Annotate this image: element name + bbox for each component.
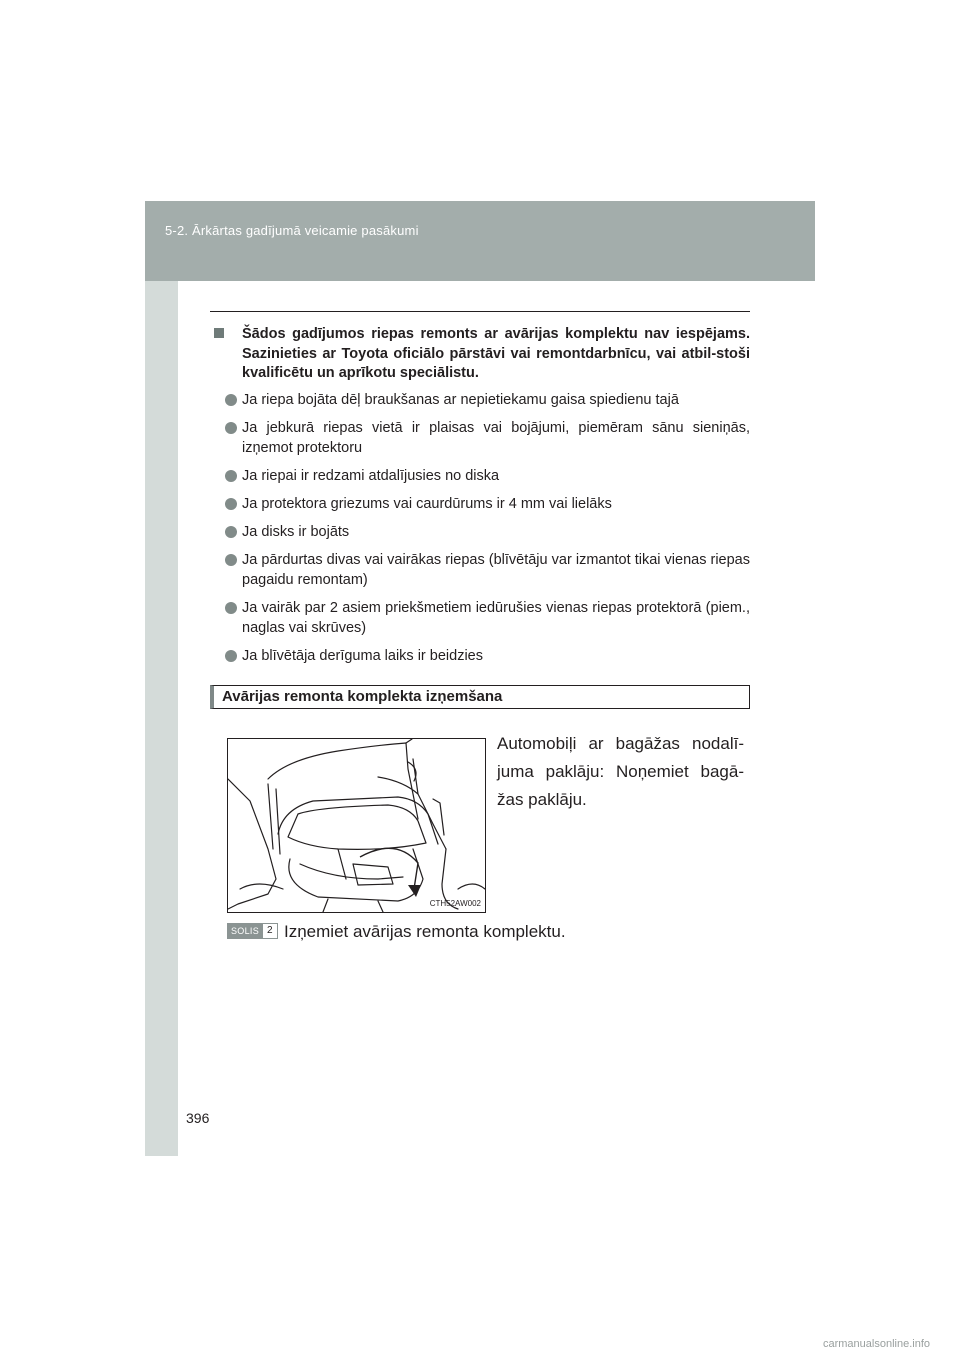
list-item-text: Ja pārdurtas divas vai vairākas riepas (blīvētāju var izmantot tikai vienas riepas pagaidu remontam) bbox=[242, 551, 750, 588]
section-header-title: 5-2. Ārkārtas gadījumā veicamie pasākumi bbox=[165, 223, 419, 238]
list-item-text: Ja blīvētāja derīguma laiks ir beidzies bbox=[242, 647, 483, 664]
list-item bbox=[210, 390, 750, 410]
arrow-icon bbox=[408, 885, 421, 897]
condition-list bbox=[210, 390, 750, 666]
side-bar bbox=[145, 201, 178, 1156]
list-item bbox=[210, 646, 750, 666]
list-item-text: Ja riepai ir redzami atdalījusies no diska bbox=[242, 467, 500, 484]
figure-code: CTH52AW002 bbox=[429, 899, 481, 908]
list-item bbox=[210, 550, 750, 590]
bullet-dot-icon bbox=[225, 650, 237, 662]
list-item bbox=[210, 418, 750, 458]
list-item bbox=[210, 598, 750, 638]
list-item bbox=[210, 522, 750, 542]
list-item-text: Ja protektora griezums vai caurdūrums ir 4 mm vai lielāks bbox=[242, 495, 612, 512]
list-item-text: Ja disks ir bojāts bbox=[242, 523, 350, 540]
step-2-badge bbox=[227, 923, 278, 939]
step-word: SOLIS bbox=[228, 924, 262, 938]
page-number: 396 bbox=[186, 1110, 210, 1126]
bullet-dot-icon bbox=[225, 422, 237, 434]
square-bullet-icon bbox=[214, 328, 224, 338]
bullet-dot-icon bbox=[225, 526, 237, 538]
bullet-dot-icon bbox=[225, 394, 237, 406]
note-heading bbox=[212, 325, 750, 384]
note-block bbox=[210, 325, 750, 674]
bullet-dot-icon bbox=[225, 602, 237, 614]
list-item bbox=[210, 494, 750, 514]
bullet-dot-icon bbox=[225, 498, 237, 510]
bullet-dot-icon bbox=[225, 470, 237, 482]
list-item-text: Ja jebkurā riepas vietā ir plaisas vai bojājumi, piemēram sānu sieniņās, izņemot protektoru bbox=[242, 419, 750, 456]
section-header bbox=[145, 201, 815, 281]
step-2-text: Izņemiet avārijas remonta komplektu. bbox=[284, 922, 566, 941]
trunk-illustration bbox=[227, 738, 486, 913]
section-title: Avārijas remonta komplekta izņemšana bbox=[210, 685, 750, 709]
step-1-text: Automobiļi ar bagāžas nodalī-juma paklāju: Noņemiet bagā-žas paklāju. bbox=[497, 734, 744, 809]
list-item-text: Ja riepa bojāta dēļ braukšanas ar nepietiekamu gaisa spiedienu tajā bbox=[242, 391, 679, 408]
footer-watermark: carmanualsonline.info bbox=[822, 1338, 930, 1350]
note-heading-text: Šādos gadījumos riepas remonts ar avārijas komplektu nav iespējams. Sazinieties ar Toyota oficiālo pārstāvi vai remontdarbnīcu, vai atbil-stoši kvalificētu un aprīkotu speciālistu. bbox=[242, 326, 750, 381]
bullet-dot-icon bbox=[225, 554, 237, 566]
list-item bbox=[210, 466, 750, 486]
trunk-open-drawing bbox=[228, 739, 485, 912]
top-divider bbox=[210, 311, 750, 312]
list-item-text: Ja vairāk par 2 asiem priekšmetiem iedūrušies vienas riepas protektorā (piem., naglas vai skrūves) bbox=[242, 599, 750, 636]
step-number: 2 bbox=[262, 924, 277, 938]
